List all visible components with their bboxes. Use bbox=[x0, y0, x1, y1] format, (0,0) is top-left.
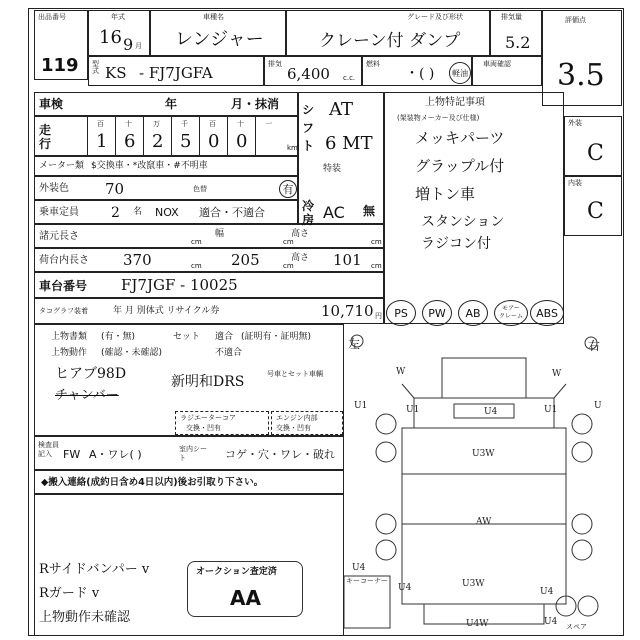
docs-label: 上物書類 bbox=[51, 332, 88, 342]
spare-label: スペア bbox=[566, 623, 587, 631]
cc-unit: c.c. bbox=[343, 74, 356, 82]
grade-box bbox=[286, 10, 490, 56]
mark-u4: U4 bbox=[484, 407, 498, 417]
shaken-label: 車検 bbox=[39, 97, 64, 111]
bed-height: 101 bbox=[333, 251, 362, 269]
fit-note: (証明有・証明無) bbox=[241, 332, 312, 342]
width-label: 幅 bbox=[215, 229, 225, 239]
mileage-digit-cell bbox=[115, 117, 143, 155]
digit-place-label: 百 bbox=[97, 120, 104, 128]
mileage-digit-cell bbox=[87, 117, 115, 155]
shift-at: AT bbox=[329, 99, 354, 120]
feature-2: グラップル付 bbox=[415, 157, 505, 175]
fit-label: 適合 bbox=[215, 332, 234, 342]
disp-top-box bbox=[490, 10, 542, 56]
nox-value: 適合・不適合 bbox=[199, 206, 265, 219]
note2: 新明和DRS bbox=[171, 374, 245, 390]
mileage-digit: 5 bbox=[180, 131, 192, 152]
mark-u1-b: U1 bbox=[406, 405, 420, 415]
crossed-note: チャンバー bbox=[55, 388, 119, 403]
set-label: セット bbox=[173, 332, 201, 342]
remark-3: 上物動作未確認 bbox=[39, 610, 131, 625]
notice-text: ◆搬入連絡(成約日含め4日以内)後お引取り下さい。 bbox=[41, 477, 264, 488]
option-ab: AB bbox=[458, 300, 488, 326]
mileage-digit-cell bbox=[171, 117, 199, 155]
features-box bbox=[384, 92, 564, 324]
mileage-digit: 6 bbox=[124, 131, 136, 152]
specs-cm-3: cm bbox=[371, 238, 382, 246]
remarks-box bbox=[34, 494, 344, 636]
grade-label: グレード及び形状 bbox=[407, 13, 463, 21]
lot-box bbox=[34, 10, 88, 80]
name-box bbox=[150, 10, 286, 56]
chassis-label: 車台番号 bbox=[39, 279, 88, 293]
bed-label: 荷台内長さ bbox=[39, 255, 89, 266]
bed-cm-3: cm bbox=[371, 262, 382, 270]
radiator-box bbox=[175, 411, 269, 435]
year-value: 16 bbox=[99, 27, 122, 48]
capacity-unit: 名 bbox=[133, 207, 143, 217]
recycle-value: 10,710 bbox=[321, 302, 374, 320]
note2-suffix: 号車とセット車輌 bbox=[267, 370, 323, 378]
docs-option: (有・無) bbox=[101, 332, 136, 342]
int-label: 内装 bbox=[568, 179, 582, 187]
shaken-row bbox=[34, 92, 298, 116]
mileage-row bbox=[34, 116, 298, 156]
special-label: 特装 bbox=[323, 164, 342, 174]
mark-u3w-b: U3W bbox=[462, 579, 485, 589]
diagram-area bbox=[344, 324, 624, 636]
km-unit: km bbox=[287, 144, 298, 152]
recycle-unit: 円 bbox=[375, 312, 382, 320]
bed-length: 370 bbox=[123, 251, 152, 269]
engine-box bbox=[271, 411, 343, 435]
tacho-label: タコグラフ装着 bbox=[39, 307, 88, 315]
mark-u4-d: U4 bbox=[544, 617, 558, 627]
note1: ヒアブ98D bbox=[55, 366, 127, 382]
bed-cm-2: cm bbox=[283, 262, 294, 270]
bed-height-label: 高さ bbox=[291, 253, 310, 263]
mileage-digit: 0 bbox=[236, 131, 248, 152]
mark-u4-b: U4 bbox=[398, 583, 412, 593]
capacity-value: 2 bbox=[111, 205, 120, 221]
meter-label: メーター類 bbox=[39, 161, 85, 171]
digit-place-label: 十 bbox=[237, 120, 244, 128]
mark-u4-a: U4 bbox=[352, 563, 366, 573]
disp-label: 排気 bbox=[268, 60, 282, 68]
ext-label: 外装 bbox=[568, 119, 582, 127]
unfit-label: 不適合 bbox=[215, 348, 243, 358]
fuel-box bbox=[362, 56, 472, 86]
truck-diagram bbox=[344, 324, 624, 636]
ac-none: 無 bbox=[363, 204, 376, 218]
color-change-circle bbox=[279, 180, 297, 198]
shift-col bbox=[298, 92, 384, 227]
stamp-title: オークション査定済 bbox=[196, 567, 277, 577]
remark-1: Rサイドバンパー v bbox=[39, 562, 150, 577]
digit-place-label: 千 bbox=[181, 120, 188, 128]
disp-top-label: 排気量 bbox=[501, 13, 522, 21]
ac-value: AC bbox=[323, 203, 345, 222]
mark-u: U bbox=[594, 401, 602, 411]
engine-label: エンジン内部 bbox=[276, 414, 318, 422]
feature-4: スタンション bbox=[421, 214, 505, 230]
bed-row bbox=[34, 248, 384, 272]
glass-label: 検査員記入 bbox=[38, 441, 59, 458]
shaken-year-unit: 年 bbox=[165, 97, 178, 111]
features-sub: (架装物メーカー及び仕様) bbox=[397, 114, 480, 122]
interior-options: コゲ・穴・ワレ・破れ bbox=[225, 448, 335, 461]
ext-box bbox=[564, 116, 622, 176]
option-pw: PW bbox=[422, 300, 452, 326]
grade-value: クレーン付 ダンプ bbox=[319, 31, 461, 51]
color-change-value: 有 bbox=[282, 183, 294, 196]
features-title: 上物特記事項 bbox=[425, 97, 485, 108]
disp-box bbox=[264, 56, 362, 86]
mark-u1-c: U1 bbox=[544, 405, 558, 415]
radiator-value: 交換・凹有 bbox=[186, 424, 221, 432]
color-change: 色替 bbox=[193, 185, 207, 193]
meter-row bbox=[34, 156, 298, 176]
specs-label: 諸元長さ bbox=[39, 231, 79, 242]
right-mark: 右 bbox=[588, 339, 601, 353]
month-value: 9 bbox=[123, 35, 134, 54]
mark-u4w: U4W bbox=[466, 619, 489, 629]
capacity-row bbox=[34, 200, 298, 224]
disp-top-value: 5.2 bbox=[505, 33, 531, 52]
body-label: 上物動作 bbox=[51, 348, 88, 358]
radiator-label: ラジエーターコア bbox=[180, 414, 236, 422]
fuel-light: 軽油 bbox=[452, 68, 468, 78]
mileage-label: 走行 bbox=[39, 123, 52, 151]
glass-option: A・ワレ( ) bbox=[89, 448, 142, 461]
mark-u3w-a: U3W bbox=[472, 449, 495, 459]
model-label: 型式 bbox=[92, 60, 99, 75]
name-label: 車種名 bbox=[203, 13, 224, 21]
mark-u1-a: U1 bbox=[354, 401, 368, 411]
specs-cm-2: cm bbox=[283, 238, 294, 246]
mark-aw: AW bbox=[476, 517, 492, 527]
interior-label: 室内シート bbox=[179, 445, 207, 462]
mark-w2: W bbox=[552, 369, 562, 379]
score-value: 3.5 bbox=[557, 58, 605, 93]
ac-label: 冷房 bbox=[302, 199, 315, 227]
year-box bbox=[88, 10, 150, 56]
lot-number: 119 bbox=[41, 55, 79, 76]
inspection-label: 車両確認 bbox=[483, 60, 511, 68]
option-ps: PS bbox=[386, 300, 416, 326]
shift-label: シフト bbox=[302, 103, 315, 153]
glass-fw: FW bbox=[63, 448, 81, 461]
digit-place-label: 十 bbox=[125, 120, 132, 128]
digit-place-label: 万 bbox=[153, 120, 160, 128]
shaken-month: 月・抹消 bbox=[231, 97, 280, 111]
recycle-label: 年 月 別体式 リサイクル券 bbox=[113, 306, 220, 316]
digit-place-label: 百 bbox=[209, 120, 216, 128]
left-mark: 左 bbox=[348, 337, 361, 351]
bed-cm-1: cm bbox=[191, 262, 202, 270]
inspect-box bbox=[472, 56, 542, 86]
option-alarm: モアー クレーム bbox=[494, 300, 528, 326]
meter-options: $交換車・*改竄車・#不明車 bbox=[91, 161, 208, 171]
mileage-digit: 1 bbox=[96, 131, 108, 152]
model-value: - FJ7JGFA bbox=[139, 64, 213, 82]
notice-row bbox=[34, 470, 344, 494]
disp-value: 6,400 bbox=[287, 65, 330, 83]
ext-grade: C bbox=[587, 141, 604, 166]
int-box bbox=[564, 176, 622, 236]
shift-mt: 6 MT bbox=[325, 133, 373, 154]
mileage-digit-cell bbox=[227, 117, 255, 155]
engine-value: 交換・凹有 bbox=[276, 424, 311, 432]
mileage-digit-cell bbox=[143, 117, 171, 155]
mileage-digit: 2 bbox=[152, 131, 164, 152]
bed-width: 205 bbox=[231, 251, 260, 269]
body-note: (確認・未確認) bbox=[101, 348, 163, 358]
mileage-digit-cell bbox=[199, 117, 227, 155]
option-abs: ABS bbox=[530, 300, 564, 326]
capacity-label: 乗車定員 bbox=[39, 207, 79, 218]
model-prefix: KS bbox=[105, 64, 127, 82]
int-grade: C bbox=[587, 199, 604, 224]
color-row bbox=[34, 176, 298, 200]
stamp-logo: AA bbox=[230, 586, 261, 610]
remark-2: Rガード v bbox=[39, 586, 100, 601]
specs-cm-1: cm bbox=[191, 238, 202, 246]
name-value: レンジャー bbox=[175, 29, 264, 50]
lot-label: 出品番号 bbox=[38, 13, 66, 21]
mileage-digit-cell bbox=[255, 117, 283, 155]
body-section bbox=[34, 324, 344, 436]
color-value: 70 bbox=[105, 180, 125, 198]
model-box bbox=[88, 56, 264, 86]
fuel-light-circle bbox=[449, 62, 471, 84]
month-suffix: 月 bbox=[135, 42, 142, 50]
color-label: 外装色 bbox=[39, 183, 69, 194]
mark-u4-c: U4 bbox=[540, 587, 554, 597]
auction-stamp bbox=[187, 561, 303, 617]
digit-place-label: 一 bbox=[265, 120, 272, 128]
chassis-value: FJ7JGF - 10025 bbox=[121, 276, 238, 294]
feature-3: 増トン車 bbox=[415, 185, 476, 203]
year-label: 年式 bbox=[111, 13, 125, 21]
nox-label: NOX bbox=[155, 206, 179, 219]
feature-1: メッキパーツ bbox=[415, 129, 505, 147]
chassis-row bbox=[34, 272, 384, 298]
mileage-digit: 0 bbox=[208, 131, 220, 152]
height-label: 高さ bbox=[291, 229, 310, 239]
score-label: 評価点 bbox=[565, 16, 586, 24]
glass-row bbox=[34, 436, 344, 470]
key-label: キーコーナー bbox=[346, 577, 388, 585]
tacho-row bbox=[34, 298, 384, 324]
fuel-value: ・( ) bbox=[405, 66, 435, 82]
specs-row bbox=[34, 224, 384, 248]
fuel-label: 燃料 bbox=[366, 60, 380, 68]
mark-w1: W bbox=[396, 367, 406, 377]
feature-5: ラジコン付 bbox=[421, 236, 491, 252]
